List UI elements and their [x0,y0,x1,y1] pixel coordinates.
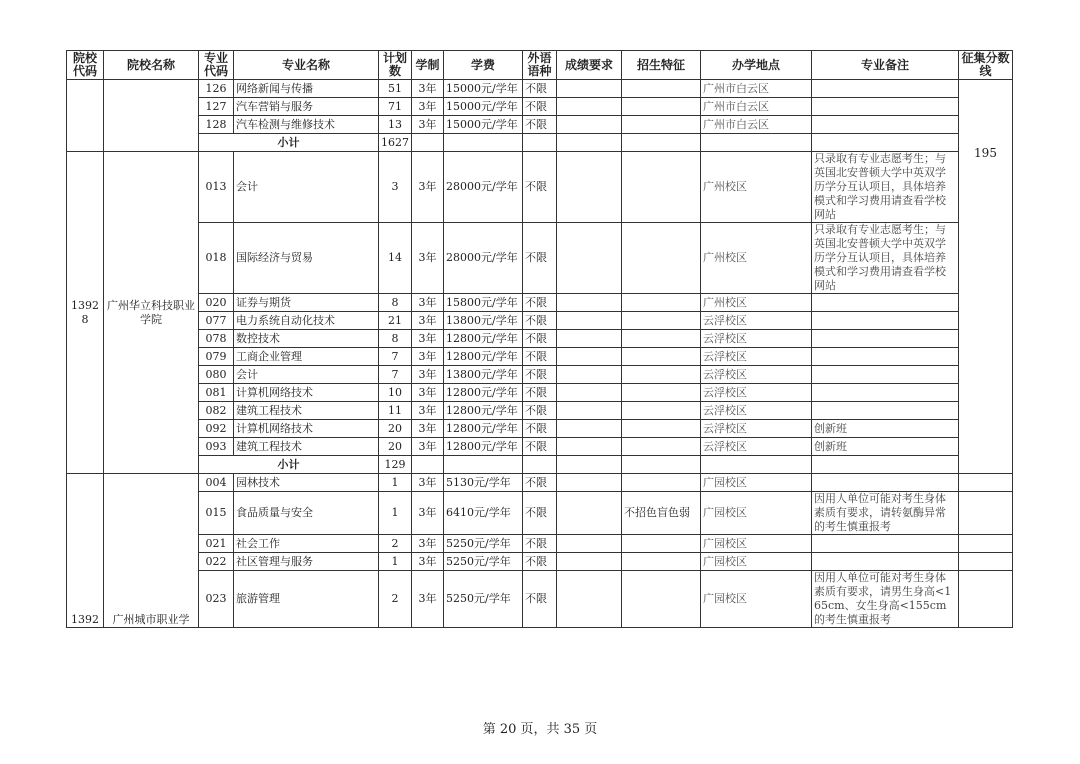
table-row [67,330,1013,348]
table-row [67,384,1013,402]
table-row [67,348,1013,366]
empty-cell [412,456,444,474]
tuition-fee: 5250元/学年 [444,571,523,628]
enrollment-table [66,50,1013,628]
header-language: 外语语种 [523,51,557,80]
language: 不限 [523,116,557,134]
school-name: 广州华立科技职业学院 [104,152,199,474]
major-code: 023 [199,571,234,628]
campus-location: 广州市白云区 [701,98,812,116]
empty-cell [444,456,523,474]
major-note [812,553,959,571]
campus-location: 云浮校区 [701,384,812,402]
plan-count: 71 [379,98,412,116]
major-note: 只录取有专业志愿考生；与英国北安普顿大学中英双学历学分互认项目，具体培养模式和学习费用请查看学校网站 [812,152,959,223]
score-requirement [557,492,622,535]
enrollment-feature [622,330,701,348]
major-name: 证券与期货 [234,294,379,312]
header-fee: 学费 [444,51,523,80]
study-years: 3年 [412,223,444,294]
major-note [812,474,959,492]
score-requirement [557,366,622,384]
score-requirement [557,152,622,223]
major-note [812,384,959,402]
table-row [67,366,1013,384]
major-code: 126 [199,80,234,98]
cutoff-score-empty [959,474,1013,492]
study-years: 3年 [412,384,444,402]
empty-cell [701,134,812,152]
plan-count: 14 [379,223,412,294]
major-note [812,402,959,420]
score-requirement [557,98,622,116]
major-note [812,348,959,366]
major-note: 创新班 [812,438,959,456]
cutoff-score-empty [959,553,1013,571]
cutoff-score: 195 [959,80,1013,474]
score-requirement [557,438,622,456]
major-note [812,294,959,312]
major-name: 网络新闻与传播 [234,80,379,98]
tuition-fee: 28000元/学年 [444,152,523,223]
enrollment-feature [622,348,701,366]
language: 不限 [523,571,557,628]
header-years: 学制 [412,51,444,80]
campus-location: 广园校区 [701,535,812,553]
cutoff-score-empty [959,535,1013,553]
campus-location: 云浮校区 [701,402,812,420]
tuition-fee: 12800元/学年 [444,330,523,348]
major-note: 因用人单位可能对考生身体素质有要求，请转氨酶异常的考生慎重报考 [812,492,959,535]
subtotal-row [67,456,1013,474]
language: 不限 [523,98,557,116]
enrollment-feature [622,366,701,384]
study-years: 3年 [412,312,444,330]
major-name: 汽车检测与维修技术 [234,116,379,134]
enrollment-feature [622,80,701,98]
study-years: 3年 [412,80,444,98]
plan-count: 8 [379,330,412,348]
score-requirement [557,535,622,553]
tuition-fee: 5250元/学年 [444,553,523,571]
score-requirement [557,384,622,402]
study-years: 3年 [412,116,444,134]
study-years: 3年 [412,98,444,116]
enrollment-feature [622,312,701,330]
header-school-code: 院校代码 [67,51,104,80]
plan-count: 1 [379,474,412,492]
plan-count: 1 [379,492,412,535]
table-header-row [67,51,1013,80]
major-code: 092 [199,420,234,438]
campus-location: 广园校区 [701,571,812,628]
table-row [67,402,1013,420]
major-name: 会计 [234,366,379,384]
plan-count: 7 [379,348,412,366]
header-note: 专业备注 [812,51,959,80]
table-row [67,553,1013,571]
campus-location: 云浮校区 [701,438,812,456]
major-name: 国际经济与贸易 [234,223,379,294]
campus-location: 广州校区 [701,223,812,294]
empty-cell [812,134,959,152]
campus-location: 广州市白云区 [701,80,812,98]
language: 不限 [523,366,557,384]
enrollment-feature [622,438,701,456]
table-row [67,116,1013,134]
campus-location: 云浮校区 [701,348,812,366]
empty-cell [812,456,959,474]
empty-cell [622,456,701,474]
table-row [67,492,1013,535]
campus-location: 云浮校区 [701,330,812,348]
language: 不限 [523,152,557,223]
language: 不限 [523,384,557,402]
table-row [67,474,1013,492]
campus-location: 云浮校区 [701,420,812,438]
study-years: 3年 [412,348,444,366]
study-years: 3年 [412,366,444,384]
study-years: 3年 [412,553,444,571]
study-years: 3年 [412,492,444,535]
table-row [67,535,1013,553]
language: 不限 [523,223,557,294]
enrollment-feature: 不招色盲色弱 [622,492,701,535]
tuition-fee: 15000元/学年 [444,80,523,98]
language: 不限 [523,420,557,438]
plan-count: 21 [379,312,412,330]
major-name: 计算机网络技术 [234,420,379,438]
study-years: 3年 [412,535,444,553]
major-note [812,80,959,98]
tuition-fee: 6410元/学年 [444,492,523,535]
major-note [812,312,959,330]
major-note: 因用人单位可能对考生身体素质有要求，请男生身高<165cm、女生身高<155cm的考生慎重报考 [812,571,959,628]
table-row [67,312,1013,330]
campus-location: 广州市白云区 [701,116,812,134]
header-location: 办学地点 [701,51,812,80]
table-row [67,420,1013,438]
plan-count: 7 [379,366,412,384]
campus-location: 广园校区 [701,553,812,571]
enrollment-feature [622,152,701,223]
header-score-req: 成绩要求 [557,51,622,80]
cutoff-score-empty [959,492,1013,535]
score-requirement [557,223,622,294]
major-name: 电力系统自动化技术 [234,312,379,330]
major-name: 建筑工程技术 [234,402,379,420]
score-requirement [557,330,622,348]
enrollment-feature [622,384,701,402]
score-requirement [557,294,622,312]
table-row [67,152,1013,223]
tuition-fee: 12800元/学年 [444,348,523,366]
score-requirement [557,571,622,628]
study-years: 3年 [412,294,444,312]
tuition-fee: 12800元/学年 [444,384,523,402]
language: 不限 [523,312,557,330]
plan-count: 8 [379,294,412,312]
plan-count: 2 [379,535,412,553]
major-name: 旅游管理 [234,571,379,628]
score-requirement [557,474,622,492]
plan-count: 2 [379,571,412,628]
major-name: 会计 [234,152,379,223]
tuition-fee: 15800元/学年 [444,294,523,312]
major-code: 077 [199,312,234,330]
major-name: 工商企业管理 [234,348,379,366]
major-name: 计算机网络技术 [234,384,379,402]
enrollment-feature [622,294,701,312]
major-code: 078 [199,330,234,348]
tuition-fee: 15000元/学年 [444,116,523,134]
page-footer: 第 20 页，共 35 页 [482,722,598,737]
major-code: 128 [199,116,234,134]
school-code [67,80,104,152]
major-code: 018 [199,223,234,294]
study-years: 3年 [412,402,444,420]
major-code: 013 [199,152,234,223]
language: 不限 [523,402,557,420]
enrollment-feature [622,535,701,553]
score-requirement [557,402,622,420]
major-note [812,366,959,384]
tuition-fee: 13800元/学年 [444,312,523,330]
major-code: 079 [199,348,234,366]
enrollment-feature [622,402,701,420]
language: 不限 [523,535,557,553]
empty-cell [701,456,812,474]
empty-cell [622,134,701,152]
table-row [67,80,1013,98]
enrollment-feature [622,553,701,571]
major-code: 015 [199,492,234,535]
tuition-fee: 5250元/学年 [444,535,523,553]
major-note [812,98,959,116]
major-name: 社区管理与服务 [234,553,379,571]
language: 不限 [523,80,557,98]
major-code: 022 [199,553,234,571]
score-requirement [557,348,622,366]
tuition-fee: 28000元/学年 [444,223,523,294]
plan-count: 11 [379,402,412,420]
enrollment-feature [622,116,701,134]
plan-count: 20 [379,438,412,456]
major-name: 食品质量与安全 [234,492,379,535]
table-row [67,294,1013,312]
major-code: 004 [199,474,234,492]
enrollment-feature [622,474,701,492]
tuition-fee: 12800元/学年 [444,420,523,438]
subtotal-row [67,134,1013,152]
study-years: 3年 [412,438,444,456]
study-years: 3年 [412,330,444,348]
major-note [812,116,959,134]
cutoff-score-empty [959,571,1013,628]
plan-count: 10 [379,384,412,402]
table-row [67,571,1013,628]
tuition-fee: 15000元/学年 [444,98,523,116]
score-requirement [557,420,622,438]
major-code: 081 [199,384,234,402]
enrollment-feature [622,223,701,294]
subtotal-value: 129 [379,456,412,474]
major-note: 创新班 [812,420,959,438]
school-name: 广州城市职业学 [104,474,199,628]
study-years: 3年 [412,571,444,628]
plan-count: 3 [379,152,412,223]
empty-cell [412,134,444,152]
score-requirement [557,553,622,571]
school-name [104,80,199,152]
table-row [67,438,1013,456]
major-code: 020 [199,294,234,312]
empty-cell [523,134,557,152]
tuition-fee: 12800元/学年 [444,402,523,420]
plan-count: 1 [379,553,412,571]
study-years: 3年 [412,152,444,223]
major-code: 082 [199,402,234,420]
empty-cell [557,456,622,474]
campus-location: 广园校区 [701,474,812,492]
plan-count: 51 [379,80,412,98]
empty-cell [444,134,523,152]
plan-count: 20 [379,420,412,438]
language: 不限 [523,438,557,456]
subtotal-label: 小计 [199,134,379,152]
major-code: 093 [199,438,234,456]
table-body [67,80,1013,628]
enrollment-feature [622,571,701,628]
major-code: 021 [199,535,234,553]
header-major-name: 专业名称 [234,51,379,80]
school-code: 13928 [67,152,104,474]
major-code: 080 [199,366,234,384]
major-code: 127 [199,98,234,116]
major-name: 数控技术 [234,330,379,348]
language: 不限 [523,348,557,366]
major-note [812,330,959,348]
header-cutoff: 征集分数线 [959,51,1013,80]
language: 不限 [523,330,557,348]
language: 不限 [523,492,557,535]
major-note: 只录取有专业志愿考生；与英国北安普顿大学中英双学历学分互认项目，具体培养模式和学习费用请查看学校网站 [812,223,959,294]
score-requirement [557,116,622,134]
school-code: 1392 [67,474,104,628]
tuition-fee: 5130元/学年 [444,474,523,492]
empty-cell [557,134,622,152]
campus-location: 云浮校区 [701,366,812,384]
enrollment-feature [622,98,701,116]
language: 不限 [523,474,557,492]
empty-cell [523,456,557,474]
major-name: 建筑工程技术 [234,438,379,456]
plan-count: 13 [379,116,412,134]
language: 不限 [523,294,557,312]
language: 不限 [523,553,557,571]
tuition-fee: 12800元/学年 [444,438,523,456]
header-feature: 招生特征 [622,51,701,80]
campus-location: 广园校区 [701,492,812,535]
major-name: 社会工作 [234,535,379,553]
major-name: 汽车营销与服务 [234,98,379,116]
score-requirement [557,312,622,330]
subtotal-label: 小计 [199,456,379,474]
score-requirement [557,80,622,98]
subtotal-value: 1627 [379,134,412,152]
campus-location: 广州校区 [701,152,812,223]
header-plan: 计划数 [379,51,412,80]
header-school-name: 院校名称 [104,51,199,80]
major-name: 园林技术 [234,474,379,492]
table-row [67,98,1013,116]
study-years: 3年 [412,420,444,438]
enrollment-feature [622,420,701,438]
table-row [67,223,1013,294]
header-major-code: 专业代码 [199,51,234,80]
study-years: 3年 [412,474,444,492]
campus-location: 云浮校区 [701,312,812,330]
tuition-fee: 13800元/学年 [444,366,523,384]
major-note [812,535,959,553]
campus-location: 广州校区 [701,294,812,312]
